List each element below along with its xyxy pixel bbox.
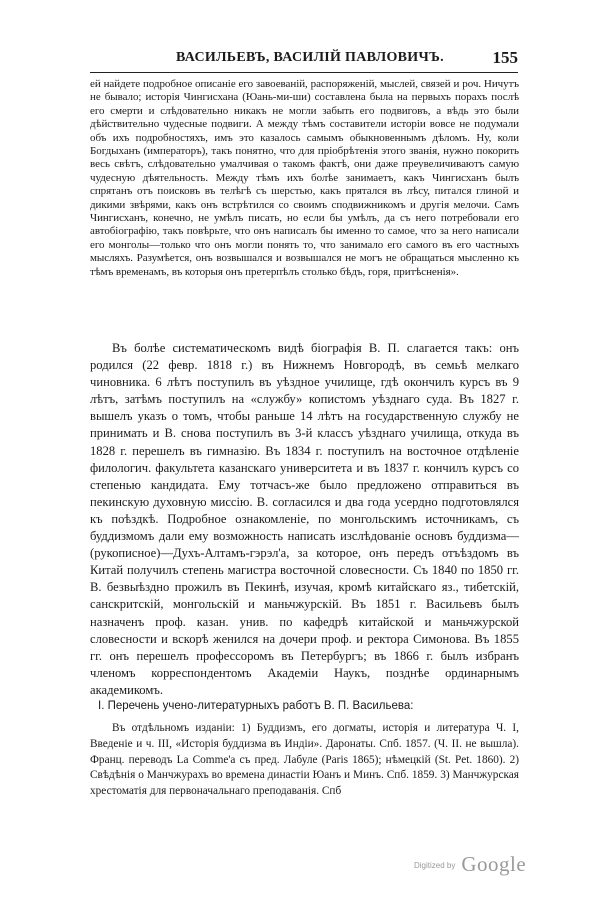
works-list-heading: I. Перечень учено-литературныхъ работъ В. П. Васильева:	[98, 700, 414, 712]
works-list-paragraph: Въ отдѣльномъ изданіи: 1) Буддизмъ, его догматы, исторія и литература Ч. I, Введеніе и ч. III, «Исторія буддизма въ Индіи». Даронаты. Спб. 1857. (Ч. II. не вышла). Франц. переводъ La Comme'a съ пред. Лабуле (Paris 1865); нѣмецкій (St. Pet. 1860). 2) Свѣдѣнія о Манчжурахъ во времена династіи Юанъ и Минъ. Спб. 1859. 3) Манчжурская хрестоматія для первоначальнаго преподаванія. Спб	[90, 722, 519, 798]
running-head: ВАСИЛЬЕВЪ, ВАСИЛІЙ ПАВЛОВИЧЪ.	[176, 50, 444, 65]
quote-paragraph: ей найдете подробное описаніе его завоеваній, распоряженій, мыслей, связей и роч. Ничутъ не бывало; исторія Чингисхана (Юань-ми-ши) составлена была на первыхъ порахъ послѣ его смерти и слѣдовательно никакъ не могли забыть его подвиговъ, а вѣдь это были дѣйствительно чудесные подвиги. А между тѣмъ составители исторіи вовсе не подумали объ ихъ подробностяхъ, имъ это казалось самымъ обыкновеннымъ дѣломъ. Ну, коли Богдыханъ (императоръ), такъ понятно, что для пріобрѣтенія этого званія, нужно покорить весь свѣтъ, слѣдовательно умалчивая о такомъ фактѣ, они даже преувеличиваютъ самую чудесную дѣятельность. Между тѣмъ ихъ болѣе занимаетъ, какъ Чингисханъ былъ спрятанъ отъ поисковъ въ телѣгѣ съ шерстью, какъ прятался въ лѣсу, питался глиной и дикими звѣрями, какъ онъ встрѣтился со своимъ сподвижникомъ и другія мелочи. Самъ Чингисханъ, конечно, не умѣлъ писать, но если бы умѣлъ, да съ него потребовали его автобіографію, такъ повѣрьте, что онъ написалъ бы именно то самое, что за него написали его монголы—только что онъ могли понять то, что занимало его самого въ его частныхъ мысляхъ. Разумѣется, онъ возвышался и возвышался не могъ не обращаться мысленно къ тѣмъ временамъ, въ которыя онъ претерпѣлъ столько бѣдъ, горя, притѣсненія».	[90, 78, 519, 278]
biography-paragraph: Въ болѣе систематическомъ видѣ біографія В. П. слагается такъ: онъ родился (22 февр. 1818 г.) въ Нижнемъ Новгородѣ, въ семьѣ мелкаго чиновника. 6 лѣтъ поступилъ въ уѣздное училище, гдѣ окончилъ курсъ въ 9 лѣтъ, затѣмъ поступилъ на «службу» копистомъ уѣзднаго суда. Въ 1827 г. вышелъ указъ о томъ, чтобы раньше 14 лѣтъ на государственную службу не принимать и В. снова поступилъ въ 3-й классъ уѣзднаго училища, откуда въ 1828 г. перешелъ въ гимназію. Въ 1834 г. поступилъ на восточное отдѣленіе филологич. факультета казанскаго университета и въ 1837 г. кончилъ курсъ со степенью кандидата. Ему тотчасъ-же было предложено отправиться въ пекинскую духовную миссію. В. согласился и два года усердно подготовлялся къ поѣздкѣ. Подробное ознакомленіе, по монгольскимъ источникамъ, съ буддизмомъ дали ему возможность написать изслѣдованіе основъ буддизма—(рукописное)—Духъ-Алтамъ-гэрэл'а, за которое, онъ передъ отъѣздомъ въ Китай получилъ степень магистра восточной словесности. Съ 1840 по 1850 гг. В. безвыѣздно прожилъ въ Пекинѣ, изучая, кромѣ китайскаго яз., тибетскій, санскритскій, монгольскій и маньчжурскій. Въ 1851 г. Васильевъ былъ назначенъ проф. казан. унив. по кафедрѣ китайской и маньчжурской словесности и вскорѣ женился на дочери проф. и ректора Симонова. Въ 1855 гг. онъ перешелъ профессоромъ въ Петербургъ; въ 1866 г. былъ избранъ членомъ корреспондентомъ Академіи Наукъ, позднѣе ординарнымъ академикомъ.	[90, 341, 519, 697]
page-number: 155	[492, 48, 518, 67]
watermark-small-text: Digitized by	[414, 861, 456, 870]
header-rule	[90, 72, 518, 73]
digitized-watermark	[414, 852, 526, 877]
google-logo: Google	[461, 852, 527, 876]
page-header	[90, 50, 518, 72]
